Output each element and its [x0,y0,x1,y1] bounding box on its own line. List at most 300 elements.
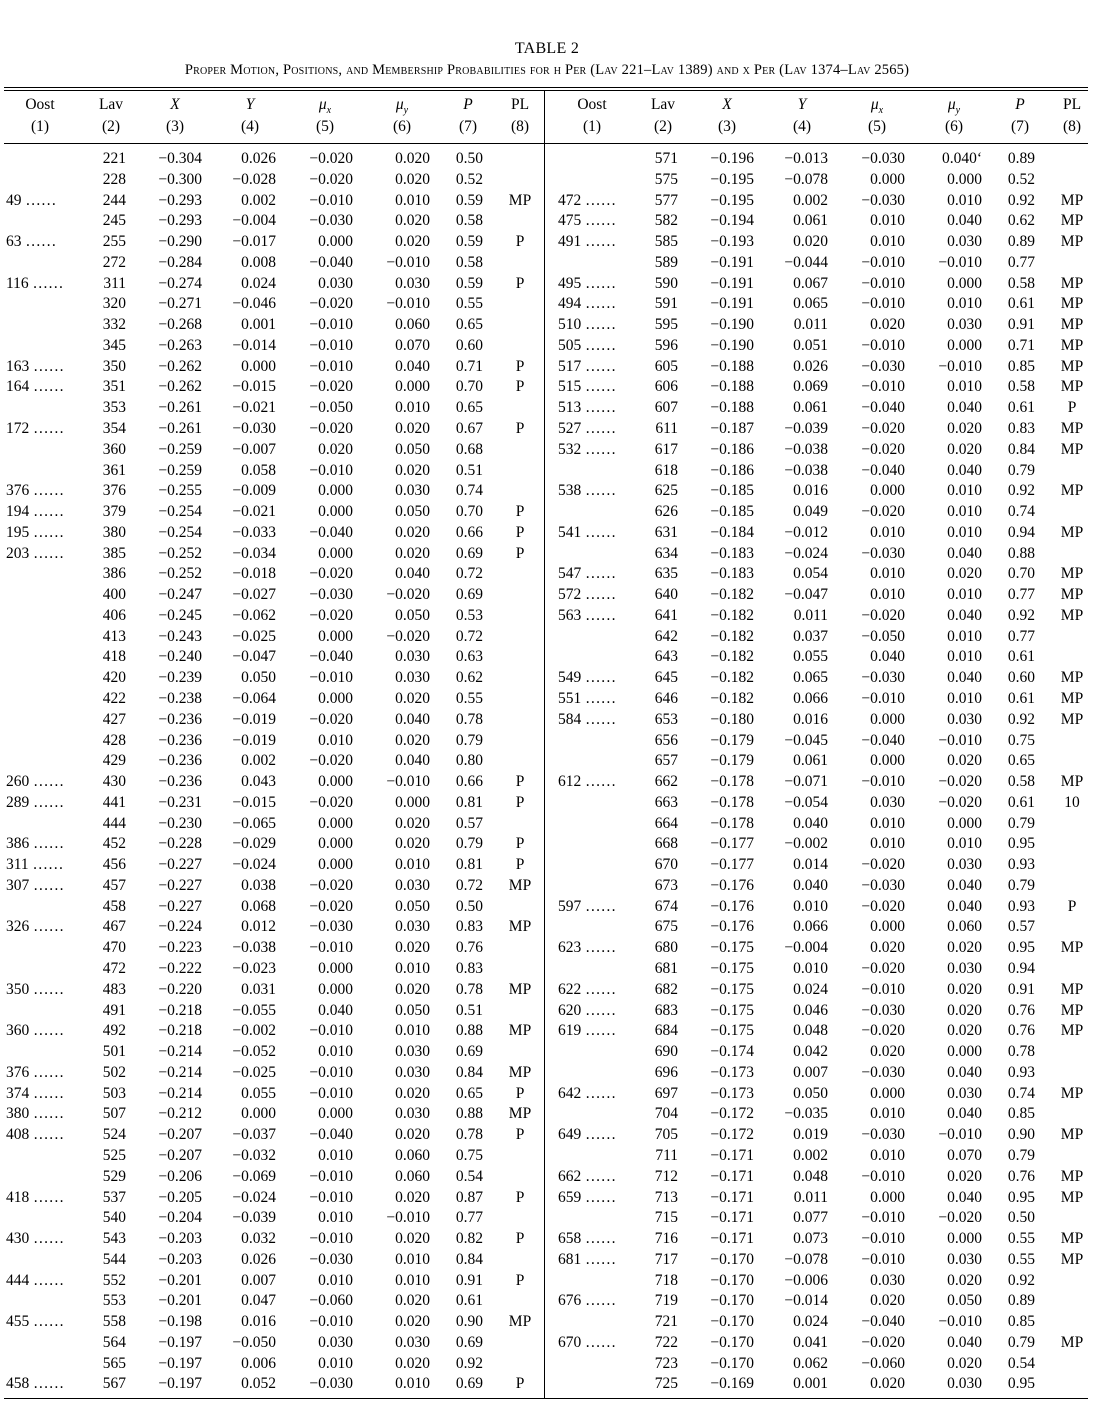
cell-lav: 353 [102,399,126,417]
table-row [0,585,1094,606]
cell-y: 0.065 [793,669,828,687]
cell-pl: MP [1060,690,1084,708]
cell-p: 0.79 [1007,1333,1035,1351]
cell-mux: 0.000 [318,627,353,645]
cell-lav: 379 [102,503,126,521]
cell-muy: 0.020 [395,1313,430,1331]
table-row [0,315,1094,336]
cell-lav: 444 [102,814,126,832]
cell-muy: 0.000 [947,274,982,292]
cell-muy: 0.000 [947,1043,982,1061]
cell-oost: 662 …… [558,1167,617,1185]
cell-p: 0.70 [1007,565,1035,583]
cell-muy: 0.030 [395,876,430,894]
cell-muy: 0.020 [947,980,982,998]
top-rule [4,87,1088,88]
cell-lav: 625 [654,482,678,500]
cell-p: 0.59 [455,274,483,292]
cell-y: −0.069 [232,1167,276,1185]
cell-y: −0.050 [232,1333,276,1351]
cell-muy: 0.030 [395,482,430,500]
cell-muy: 0.070 [395,336,430,354]
cell-x: −0.182 [710,648,754,666]
table-row [0,1001,1094,1022]
cell-lav: 673 [654,876,678,894]
cell-lav: 492 [102,1022,126,1040]
cell-muy: −0.020 [938,793,982,811]
cell-p: 0.88 [455,1105,483,1123]
cell-pl: MP [1060,710,1084,728]
cell-y: −0.033 [232,523,276,541]
cell-x: −0.261 [158,399,202,417]
cell-oost: 547 …… [558,565,617,583]
cell-p: 0.72 [455,627,483,645]
cell-x: −0.252 [158,544,202,562]
cell-muy: 0.060 [395,1167,430,1185]
cell-mux: −0.020 [309,752,353,770]
cell-mux: −0.060 [309,1292,353,1310]
cell-mux: 0.000 [318,856,353,874]
cell-lav: 640 [654,586,678,604]
cell-muy: 0.050 [395,606,430,624]
cell-mux: 0.000 [318,690,353,708]
cell-lav: 590 [654,274,678,292]
cell-muy: 0.040 [947,606,982,624]
cell-pl: MP [1060,233,1084,251]
cell-mux: −0.010 [309,1167,353,1185]
cell-muy: 0.010 [947,835,982,853]
cell-muy: 0.040 [947,1063,982,1081]
cell-mux: 0.000 [870,710,905,728]
table-row [0,211,1094,232]
cell-p: 0.95 [1007,1375,1035,1393]
cell-y: 0.000 [241,357,276,375]
cell-y: 0.002 [241,191,276,209]
cell-y: 0.019 [793,1126,828,1144]
cell-p: 0.92 [1007,1271,1035,1289]
cell-p: 0.57 [455,814,483,832]
cell-x: −0.190 [710,316,754,334]
cell-mux: −0.040 [861,399,905,417]
cell-lav: 589 [654,253,678,271]
cell-mux: 0.010 [870,814,905,832]
cell-y: 0.040 [793,814,828,832]
cell-y: 0.067 [793,274,828,292]
table-row [0,544,1094,565]
cell-x: −0.185 [710,482,754,500]
cell-lav: 643 [654,648,678,666]
cell-mux: 0.010 [870,212,905,230]
cell-pl: P [515,835,525,853]
table-row [0,1374,1094,1395]
cell-y: 0.069 [793,378,828,396]
cell-mux: −0.030 [309,212,353,230]
cell-x: −0.207 [158,1126,202,1144]
cell-mux: 0.000 [318,233,353,251]
cell-muy: −0.010 [938,253,982,271]
cell-p: 0.85 [1007,1105,1035,1123]
cell-lav: 529 [102,1167,126,1185]
cell-y: 0.050 [241,669,276,687]
cell-mux: −0.030 [309,918,353,936]
cell-mux: 0.010 [318,731,353,749]
cell-lav: 617 [654,440,678,458]
cell-x: −0.197 [158,1375,202,1393]
table-row [0,523,1094,544]
cell-x: −0.204 [158,1209,202,1227]
top-rule-double [4,90,1088,91]
cell-pl: MP [1060,274,1084,292]
cell-muy: 0.020 [947,420,982,437]
cell-mux: −0.020 [861,856,905,874]
cell-p: 0.79 [1007,461,1035,479]
cell-p: 0.60 [1007,669,1035,687]
cell-x: −0.195 [710,191,754,209]
cell-pl: MP [1060,1167,1084,1185]
cell-muy: 0.010 [395,1271,430,1289]
cell-p: 0.78 [455,980,483,998]
cell-pl: MP [1060,316,1084,334]
cell-pl: MP [1060,669,1084,687]
cell-y: 0.032 [241,1230,276,1248]
cell-p: 0.93 [1007,856,1035,874]
cell-p: 0.84 [1007,440,1035,458]
cell-mux: 0.010 [318,1043,353,1061]
cell-lav: 320 [102,295,126,313]
cell-p: 0.77 [455,1209,483,1227]
cell-lav: 272 [102,253,126,271]
cell-lav: 663 [654,793,678,811]
cell-p: 0.54 [455,1167,483,1185]
cell-y: 0.051 [793,336,828,354]
left-p-col-header: P [463,96,473,113]
cell-p: 0.61 [1007,793,1035,811]
cell-mux: −0.020 [309,710,353,728]
cell-muy: 0.020 [395,1188,430,1206]
cell-x: −0.300 [158,170,202,188]
cell-y: −0.029 [232,835,276,853]
cell-y: 0.031 [241,980,276,998]
cell-mux: −0.020 [309,606,353,624]
cell-p: 0.54 [1007,1354,1035,1372]
cell-lav: 575 [654,170,678,188]
cell-p: 0.68 [455,440,483,458]
cell-muy: 0.030 [947,1250,982,1268]
right-lav-col-number: (2) [653,118,673,135]
cell-y: 0.008 [241,253,276,271]
cell-lav: 502 [102,1063,126,1081]
cell-p: 0.50 [455,150,483,167]
cell-lav: 400 [102,586,126,604]
cell-mux: 0.020 [870,939,905,957]
cell-muy: 0.000 [947,814,982,832]
cell-mux: −0.030 [861,357,905,375]
cell-y: −0.078 [784,170,828,188]
cell-p: 0.62 [1007,212,1035,230]
bottom-rule [4,1398,1088,1399]
cell-muy: 0.010 [947,523,982,541]
cell-oost: 597 …… [558,897,617,915]
cell-oost: 563 …… [558,606,617,624]
cell-x: −0.191 [710,253,754,271]
cell-x: −0.188 [710,357,754,375]
table-row [0,149,1094,170]
cell-pl: MP [1060,295,1084,313]
right-y-col-number: (4) [792,118,812,135]
table-row [0,481,1094,502]
cell-muy: 0.010 [947,503,982,521]
cell-mux: 0.040 [318,1001,353,1019]
cell-y: 0.024 [241,274,276,292]
cell-lav: 472 [102,960,126,978]
cell-x: −0.171 [710,1167,754,1185]
cell-muy: 0.010 [947,191,982,209]
left-x-col-number: (3) [165,118,185,135]
cell-lav: 332 [102,316,126,334]
cell-x: −0.185 [710,503,754,521]
cell-x: −0.171 [710,1146,754,1164]
cell-x: −0.170 [710,1313,754,1331]
cell-muy: 0.050 [395,897,430,915]
left-pl-col-header: PL [510,96,530,113]
cell-y: −0.027 [232,586,276,604]
cell-x: −0.236 [158,731,202,749]
cell-muy: 0.040 [947,1105,982,1123]
cell-y: 0.041 [793,1333,828,1351]
cell-mux: 0.020 [870,1292,905,1310]
cell-p: 0.52 [455,170,483,188]
cell-lav: 645 [654,669,678,687]
cell-oost: 584 …… [558,710,617,728]
cell-mux: −0.020 [309,170,353,188]
cell-mux: −0.010 [861,1167,905,1185]
cell-muy: 0.020 [395,170,430,188]
cell-pl: MP [508,191,532,209]
cell-lav: 376 [102,482,126,500]
cell-pl: MP [1060,378,1084,396]
cell-mux: −0.020 [861,440,905,458]
cell-mux: −0.020 [309,378,353,396]
left-lav-col-number: (2) [101,118,121,135]
cell-p: 0.93 [1007,1063,1035,1081]
cell-lav: 470 [102,939,126,957]
cell-y: −0.035 [784,1105,828,1123]
cell-p: 0.85 [1007,1313,1035,1331]
cell-pl: MP [1060,523,1084,541]
cell-lav: 385 [102,544,126,562]
cell-lav: 228 [102,170,126,188]
cell-muy: 0.060 [395,316,430,334]
left-oost-col-header: Oost [25,96,55,113]
cell-x: −0.193 [710,233,754,251]
cell-y: 0.048 [793,1167,828,1185]
cell-x: −0.236 [158,773,202,791]
cell-pl: MP [508,918,532,936]
cell-muy: 0.010 [947,482,982,500]
cell-pl: P [515,793,525,811]
cell-y: −0.023 [232,960,276,978]
cell-lav: 311 [103,274,126,292]
cell-mux: 0.010 [870,1146,905,1164]
cell-pl: MP [1060,420,1084,437]
cell-lav: 537 [102,1188,126,1206]
cell-y: 0.058 [241,461,276,479]
cell-x: −0.214 [158,1063,202,1081]
cell-x: −0.254 [158,503,202,521]
table-row [0,1104,1094,1125]
cell-pl: MP [1060,1001,1084,1019]
cell-p: 0.61 [1007,648,1035,666]
cell-lav: 626 [654,503,678,521]
table-row [0,710,1094,731]
cell-lav: 642 [654,627,678,645]
cell-x: −0.207 [158,1146,202,1164]
cell-y: 0.077 [793,1209,828,1227]
cell-mux: −0.030 [861,876,905,894]
cell-x: −0.290 [158,233,202,251]
cell-x: −0.254 [158,523,202,541]
table-row [0,627,1094,648]
cell-y: 0.066 [793,918,828,936]
cell-y: −0.002 [232,1022,276,1040]
cell-y: −0.004 [232,212,276,230]
cell-y: 0.010 [793,897,828,915]
cell-p: 0.89 [1007,150,1035,167]
cell-lav: 725 [654,1375,678,1393]
cell-lav: 361 [102,461,126,479]
cell-x: −0.175 [710,939,754,957]
cell-y: −0.034 [232,544,276,562]
cell-pl: MP [1060,212,1084,230]
cell-oost: 622 …… [558,980,617,998]
cell-y: −0.065 [232,814,276,832]
cell-lav: 697 [654,1084,678,1102]
cell-mux: −0.050 [309,399,353,417]
table-row [0,1125,1094,1146]
cell-y: 0.068 [241,897,276,915]
cell-muy: 0.020 [947,1271,982,1289]
cell-x: −0.201 [158,1292,202,1310]
cell-mux: −0.010 [309,669,353,687]
cell-x: −0.173 [710,1063,754,1081]
cell-muy: 0.020 [395,731,430,749]
cell-lav: 646 [654,690,678,708]
cell-p: 0.50 [455,897,483,915]
right-mux-col-number: (5) [867,118,887,135]
cell-muy: 0.030 [395,918,430,936]
cell-y: −0.006 [784,1271,828,1289]
cell-y: 0.002 [793,191,828,209]
cell-y: −0.004 [784,939,828,957]
cell-p: 0.76 [455,939,483,957]
cell-lav: 571 [654,150,678,167]
cell-muy: 0.020 [947,1022,982,1040]
cell-p: 0.88 [1007,544,1035,562]
right-pl-col-header: PL [1062,96,1082,113]
cell-oost: 164 …… [6,378,65,396]
cell-oost: 49 …… [6,191,57,209]
cell-p: 0.61 [1007,690,1035,708]
cell-y: 0.073 [793,1230,828,1248]
cell-y: −0.018 [232,565,276,583]
cell-y: 0.014 [793,856,828,874]
right-pl-col-number: (8) [1062,118,1082,135]
cell-x: −0.170 [710,1292,754,1310]
cell-muy: 0.020 [947,752,982,770]
cell-lav: 456 [102,856,126,874]
cell-oost: 311 …… [6,856,64,874]
cell-x: −0.255 [158,482,202,500]
cell-p: 0.58 [455,212,483,230]
right-x-col-number: (3) [717,118,737,135]
cell-p: 0.79 [455,835,483,853]
cell-y: 0.052 [241,1375,276,1393]
cell-mux: −0.030 [861,191,905,209]
cell-p: 0.92 [1007,191,1035,209]
table-row [0,1042,1094,1063]
cell-pl: P [515,523,525,541]
cell-pl: MP [1060,1126,1084,1144]
cell-mux: 0.000 [318,1105,353,1123]
cell-muy: 0.020 [395,212,430,230]
cell-lav: 721 [654,1313,678,1331]
cell-mux: −0.050 [861,627,905,645]
cell-p: 0.61 [455,1292,483,1310]
cell-lav: 491 [102,1001,126,1019]
cell-y: 0.011 [793,1188,828,1206]
cell-muy: 0.020 [395,980,430,998]
cell-muy: 0.020 [395,544,430,562]
cell-x: −0.284 [158,253,202,271]
cell-mux: −0.010 [861,378,905,396]
cell-mux: −0.020 [861,897,905,915]
cell-x: −0.197 [158,1354,202,1372]
cell-muy: 0.020 [395,523,430,541]
table-row [0,938,1094,959]
cell-p: 0.69 [455,1375,483,1393]
cell-y: −0.071 [784,773,828,791]
cell-x: −0.172 [710,1105,754,1123]
cell-lav: 452 [102,835,126,853]
cell-muy: 0.050 [395,440,430,458]
cell-x: −0.214 [158,1084,202,1102]
cell-pl: P [515,1271,525,1289]
cell-muy: −0.010 [386,253,430,271]
cell-lav: 722 [654,1333,678,1351]
cell-x: −0.186 [710,461,754,479]
cell-y: −0.014 [232,336,276,354]
cell-mux: −0.010 [861,690,905,708]
cell-mux: −0.020 [861,606,905,624]
cell-pl: MP [1060,191,1084,209]
cell-muy: −0.010 [386,1209,430,1227]
cell-oost: 676 …… [558,1292,617,1310]
cell-x: −0.238 [158,690,202,708]
cell-lav: 595 [654,316,678,334]
cell-muy: 0.040 [395,357,430,375]
cell-oost: 551 …… [558,690,617,708]
left-y-col-header: Y [245,96,255,113]
cell-p: 0.83 [1007,420,1035,437]
cell-y: −0.055 [232,1001,276,1019]
cell-muy: 0.040 [947,212,982,230]
cell-muy: 0.020 [395,1354,430,1372]
cell-lav: 607 [654,399,678,417]
table-row [0,253,1094,274]
cell-y: −0.044 [784,253,828,271]
cell-y: −0.047 [232,648,276,666]
cell-lav: 605 [654,357,678,375]
